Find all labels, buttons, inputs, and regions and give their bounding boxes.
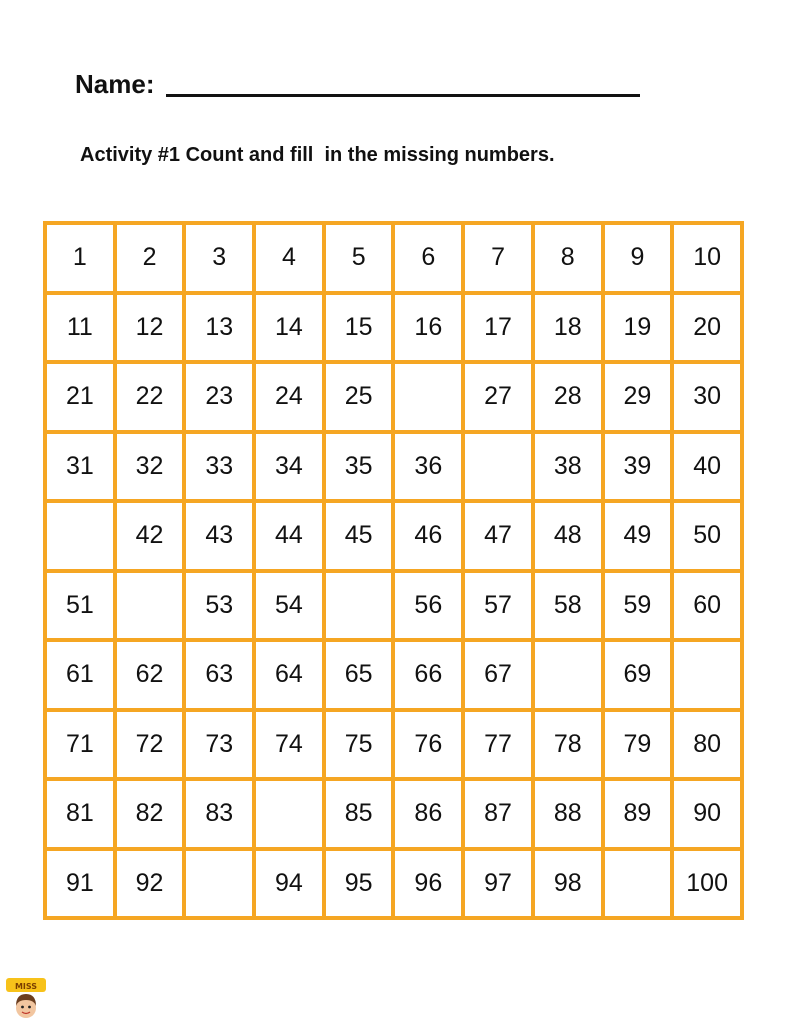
number-cell: 56 (393, 571, 463, 641)
number-cell: 76 (393, 710, 463, 780)
number-cell: 66 (393, 640, 463, 710)
number-cell: 77 (463, 710, 533, 780)
number-cell: 9 (603, 223, 673, 293)
empty-number-cell[interactable] (463, 432, 533, 502)
number-cell: 69 (603, 640, 673, 710)
number-cell: 29 (603, 362, 673, 432)
number-cell: 94 (254, 849, 324, 919)
number-cell: 38 (533, 432, 603, 502)
empty-number-cell[interactable] (184, 849, 254, 919)
name-label: Name: (75, 69, 155, 99)
number-cell: 13 (184, 293, 254, 363)
number-cell: 40 (672, 432, 742, 502)
number-cell: 27 (463, 362, 533, 432)
number-cell: 36 (393, 432, 463, 502)
hundreds-chart-grid (43, 221, 744, 920)
empty-number-cell[interactable] (115, 571, 185, 641)
number-cell: 23 (184, 362, 254, 432)
number-cell: 20 (672, 293, 742, 363)
number-cell: 75 (324, 710, 394, 780)
number-cell: 25 (324, 362, 394, 432)
number-cell: 51 (45, 571, 115, 641)
number-cell: 73 (184, 710, 254, 780)
number-cell: 22 (115, 362, 185, 432)
empty-number-cell[interactable] (254, 779, 324, 849)
number-cell: 30 (672, 362, 742, 432)
number-cell: 8 (533, 223, 603, 293)
number-cell: 61 (45, 640, 115, 710)
number-cell: 72 (115, 710, 185, 780)
number-cell: 92 (115, 849, 185, 919)
number-cell: 32 (115, 432, 185, 502)
empty-number-cell[interactable] (45, 501, 115, 571)
number-cell: 43 (184, 501, 254, 571)
number-cell: 53 (184, 571, 254, 641)
number-cell: 80 (672, 710, 742, 780)
number-cell: 100 (672, 849, 742, 919)
number-cell: 1 (45, 223, 115, 293)
number-cell: 12 (115, 293, 185, 363)
number-cell: 90 (672, 779, 742, 849)
number-cell: 3 (184, 223, 254, 293)
number-cell: 49 (603, 501, 673, 571)
number-cell: 88 (533, 779, 603, 849)
number-cell: 81 (45, 779, 115, 849)
number-cell: 96 (393, 849, 463, 919)
empty-number-cell[interactable] (533, 640, 603, 710)
number-cell: 44 (254, 501, 324, 571)
number-cell: 24 (254, 362, 324, 432)
number-cell: 95 (324, 849, 394, 919)
empty-number-cell[interactable] (393, 362, 463, 432)
number-cell: 60 (672, 571, 742, 641)
number-cell: 28 (533, 362, 603, 432)
empty-number-cell[interactable] (603, 849, 673, 919)
number-cell: 16 (393, 293, 463, 363)
number-cell: 31 (45, 432, 115, 502)
number-cell: 83 (184, 779, 254, 849)
number-cell: 67 (463, 640, 533, 710)
number-cell: 48 (533, 501, 603, 571)
number-cell: 50 (672, 501, 742, 571)
number-cell: 15 (324, 293, 394, 363)
number-cell: 58 (533, 571, 603, 641)
number-cell: 64 (254, 640, 324, 710)
number-cell: 5 (324, 223, 394, 293)
miss-character-logo-icon (4, 976, 48, 1020)
number-cell: 11 (45, 293, 115, 363)
number-cell: 54 (254, 571, 324, 641)
number-cell: 86 (393, 779, 463, 849)
number-cell: 82 (115, 779, 185, 849)
number-cell: 14 (254, 293, 324, 363)
empty-number-cell[interactable] (324, 571, 394, 641)
number-cell: 57 (463, 571, 533, 641)
number-cell: 17 (463, 293, 533, 363)
empty-number-cell[interactable] (672, 640, 742, 710)
number-cell: 10 (672, 223, 742, 293)
number-cell: 79 (603, 710, 673, 780)
number-cell: 47 (463, 501, 533, 571)
number-cell: 45 (324, 501, 394, 571)
name-row (75, 66, 640, 97)
number-cell: 34 (254, 432, 324, 502)
number-cell: 65 (324, 640, 394, 710)
number-cell: 42 (115, 501, 185, 571)
number-cell: 89 (603, 779, 673, 849)
number-cell: 91 (45, 849, 115, 919)
number-cell: 71 (45, 710, 115, 780)
number-cell: 46 (393, 501, 463, 571)
number-cell: 18 (533, 293, 603, 363)
number-cell: 59 (603, 571, 673, 641)
number-cell: 33 (184, 432, 254, 502)
number-cell: 74 (254, 710, 324, 780)
number-cell: 78 (533, 710, 603, 780)
number-cell: 87 (463, 779, 533, 849)
number-cell: 63 (184, 640, 254, 710)
number-cell: 97 (463, 849, 533, 919)
number-cell: 85 (324, 779, 394, 849)
number-cell: 7 (463, 223, 533, 293)
number-cell: 19 (603, 293, 673, 363)
number-cell: 21 (45, 362, 115, 432)
number-cell: 4 (254, 223, 324, 293)
number-cell: 62 (115, 640, 185, 710)
activity-instruction: Activity #1 Count and fill in the missing numbers. (80, 144, 555, 166)
svg-text:MISS: MISS (14, 982, 38, 991)
number-cell: 35 (324, 432, 394, 502)
name-blank-line[interactable] (166, 66, 640, 97)
number-cell: 39 (603, 432, 673, 502)
number-cell: 98 (533, 849, 603, 919)
number-cell: 2 (115, 223, 185, 293)
number-cell: 6 (393, 223, 463, 293)
